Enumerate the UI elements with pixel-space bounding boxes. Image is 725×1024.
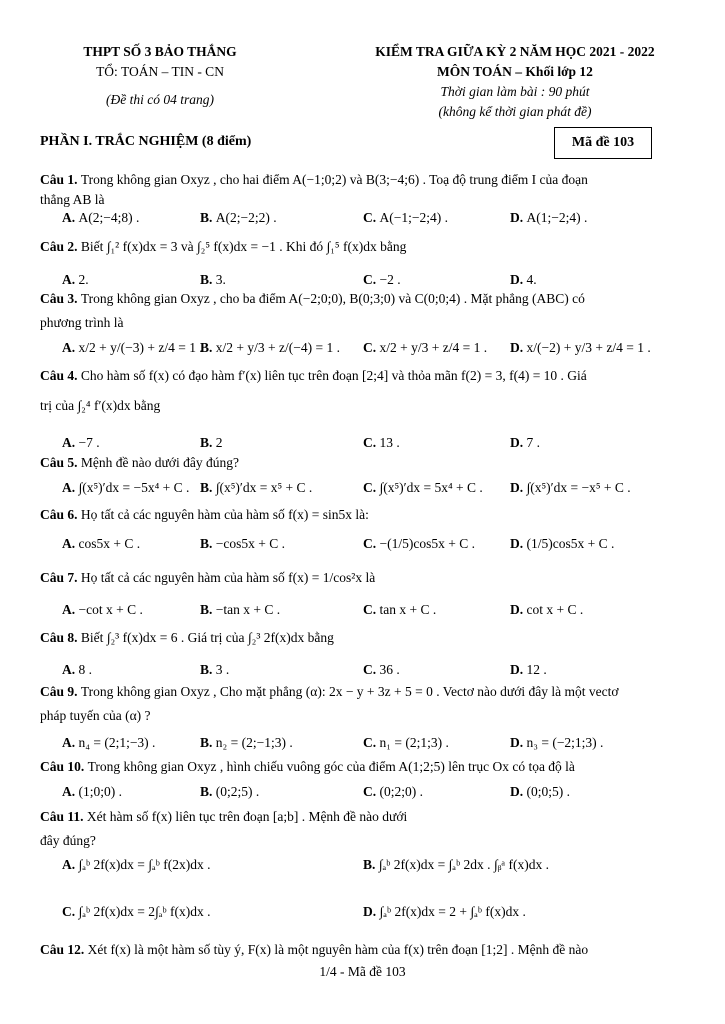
option-letter: A. (62, 435, 79, 450)
option-d (510, 600, 583, 620)
option-text: ∫(x⁵)′dx = −x⁵ + C . (526, 480, 631, 495)
question-7 (40, 568, 685, 588)
option-letter: C. (363, 662, 380, 677)
option-letter: D. (510, 272, 527, 287)
option-text: 3. (215, 272, 226, 287)
option-letter: D. (510, 602, 527, 617)
option-d (510, 478, 631, 498)
option-text: ∫ₐᵇ 2f(x)dx = 2∫ₐᵇ f(x)dx . (78, 904, 211, 919)
option-a (62, 208, 139, 228)
question-text: Cho hàm số f(x) có đạo hàm f′(x) liên tục trên đoạn [2;4] và thỏa mãn f(2) = 3, f(4) = 10 . Giá (80, 368, 587, 383)
option-d (510, 782, 570, 802)
option-letter: A. (62, 340, 79, 355)
option-c (363, 782, 423, 802)
option-letter: A. (62, 784, 79, 799)
option-b (200, 270, 226, 290)
question-text-continued: phương trình là (40, 315, 124, 330)
option-letter: D. (510, 536, 527, 551)
question-10 (40, 757, 685, 777)
option-letter: B. (200, 735, 216, 750)
question-3 (40, 289, 685, 333)
option-letter: D. (510, 735, 527, 750)
question-number: Câu 12. (40, 942, 88, 957)
option-text: −cot x + C . (78, 602, 143, 617)
question-text-continued: pháp tuyến của (α) ? (40, 708, 151, 723)
option-c (363, 270, 401, 290)
option-c (363, 338, 487, 358)
option-d (363, 902, 526, 922)
option-letter: A. (62, 857, 79, 872)
option-text: −cos5x + C . (215, 536, 285, 551)
option-letter: A. (62, 272, 79, 287)
option-text: n₂ = (2;−1;3) . (215, 735, 293, 750)
header-right (330, 42, 700, 122)
option-text: ∫ₐᵇ 2f(x)dx = ∫ₐᵇ 2dx . ∫ᵦᵃ f(x)dx . (378, 857, 549, 872)
option-letter: A. (62, 602, 79, 617)
option-c (363, 733, 449, 753)
exam-title: KIỂM TRA GIỮA KỲ 2 NĂM HỌC 2021 - 2022 (375, 44, 655, 59)
option-text: (1;0;0) . (78, 784, 122, 799)
option-b (200, 208, 277, 228)
option-text: A(2;−4;8) . (78, 210, 140, 225)
option-text: 3 . (215, 662, 230, 677)
question-2 (40, 237, 685, 257)
option-b (200, 478, 312, 498)
option-c (363, 433, 400, 453)
department: TỔ: TOÁN – TIN - CN (96, 64, 224, 79)
option-text: tan x + C . (379, 602, 437, 617)
question-8 (40, 628, 685, 648)
question-number: Câu 2. (40, 239, 81, 254)
question-text: Họ tất cả các nguyên hàm của hàm số f(x) = sin5x là: (80, 507, 369, 522)
option-letter: D. (363, 904, 380, 919)
question-4 (40, 366, 685, 416)
question-9 (40, 682, 685, 726)
exam-code: Mã đề 103 (554, 127, 652, 159)
option-letter: A. (62, 662, 79, 677)
option-text: cos5x + C . (78, 536, 141, 551)
option-letter: A. (62, 210, 79, 225)
option-text: −(1/5)cos5x + C . (379, 536, 475, 551)
option-letter: C. (363, 435, 380, 450)
option-letter: A. (62, 735, 79, 750)
option-d (510, 208, 587, 228)
option-letter: B. (200, 536, 216, 551)
duration-note: (không kể thời gian phát đề) (438, 104, 592, 119)
option-a (62, 478, 189, 498)
option-text: (1/5)cos5x + C . (526, 536, 615, 551)
duration: Thời gian làm bài : 90 phút (440, 84, 590, 99)
option-letter: D. (510, 435, 527, 450)
option-a (62, 270, 89, 290)
option-b (200, 433, 223, 453)
question-text: Biết ∫₂³ f(x)dx = 6 . Giá trị của ∫₂³ 2f(x)dx bằng (80, 630, 334, 645)
option-letter: D. (510, 662, 527, 677)
subject: MÔN TOÁN – Khối lớp 12 (437, 64, 593, 79)
option-text: −tan x + C . (215, 602, 281, 617)
option-d (510, 270, 537, 290)
option-text: ∫(x⁵)′dx = 5x⁴ + C . (379, 480, 483, 495)
option-letter: B. (200, 435, 216, 450)
question-6 (40, 505, 685, 525)
option-text: ∫(x⁵)′dx = −5x⁴ + C . (78, 480, 190, 495)
option-letter: A. (62, 480, 79, 495)
option-text: ∫ₐᵇ 2f(x)dx = 2 + ∫ₐᵇ f(x)dx . (379, 904, 526, 919)
question-text: Mệnh đề nào dưới đây đúng? (80, 455, 239, 470)
option-letter: C. (363, 735, 380, 750)
option-letter: B. (200, 602, 216, 617)
question-number: Câu 11. (40, 809, 87, 824)
option-text: 7 . (526, 435, 540, 450)
option-letter: C. (363, 536, 380, 551)
option-letter: B. (200, 662, 216, 677)
question-11 (40, 807, 685, 851)
option-b (200, 660, 229, 680)
option-text: A(−1;−2;4) . (379, 210, 448, 225)
option-letter: D. (510, 480, 527, 495)
question-text: Trong không gian Oxyz , cho hai điểm A(−1;0;2) và B(3;−4;6) . Toạ độ trung điểm I của đoạn (80, 172, 588, 187)
question-number: Câu 8. (40, 630, 81, 645)
question-number: Câu 4. (40, 368, 81, 383)
option-text: A(1;−2;4) . (526, 210, 588, 225)
option-c (62, 902, 210, 922)
option-d (510, 534, 614, 554)
option-text: cot x + C . (526, 602, 584, 617)
option-letter: C. (62, 904, 79, 919)
question-number: Câu 9. (40, 684, 81, 699)
option-letter: B. (363, 857, 379, 872)
option-c (363, 600, 436, 620)
question-text: Họ tất cả các nguyên hàm của hàm số f(x) = 1/cos²x là (80, 570, 376, 585)
question-number: Câu 3. (40, 291, 81, 306)
section-title: PHẦN I. TRẮC NGHIỆM (8 điểm) (40, 134, 252, 149)
option-a (62, 600, 143, 620)
option-text: 36 . (379, 662, 400, 677)
question-text: Xét hàm số f(x) liên tục trên đoạn [a;b] . Mệnh đề nào dưới (86, 809, 408, 824)
question-text: Xét f(x) là một hàm số tùy ý, F(x) là một nguyên hàm của f(x) trên đoạn [1;2] . Mệnh đề nào (87, 942, 589, 957)
option-a (62, 534, 140, 554)
option-text: ∫(x⁵)′dx = x⁵ + C . (215, 480, 313, 495)
option-b (200, 733, 293, 753)
option-text: −7 . (78, 435, 100, 450)
option-text: (0;2;0) . (379, 784, 423, 799)
option-c (363, 534, 475, 554)
option-d (510, 433, 540, 453)
question-text-continued: thẳng AB là (40, 192, 105, 207)
option-text: 8 . (78, 662, 92, 677)
option-letter: B. (200, 210, 216, 225)
question-text-continued: trị của ∫₂⁴ f′(x)dx bằng (40, 398, 161, 413)
option-text: x/(−2) + y/3 + z/4 = 1 . (526, 340, 651, 355)
option-text: −2 . (379, 272, 401, 287)
option-text: 2. (78, 272, 89, 287)
option-letter: A. (62, 536, 79, 551)
option-text: 4. (526, 272, 537, 287)
question-5 (40, 453, 685, 473)
option-letter: C. (363, 784, 380, 799)
option-letter: D. (510, 340, 527, 355)
question-text: Biết ∫₁² f(x)dx = 3 và ∫₂⁵ f(x)dx = −1 . Khi đó ∫₁⁵ f(x)dx bằng (80, 239, 407, 254)
pages-note: (Đề thi có 04 trang) (106, 92, 214, 107)
option-a (62, 782, 122, 802)
page-footer: 1/4 - Mã đề 103 (319, 964, 406, 979)
option-letter: B. (200, 480, 216, 495)
option-letter: C. (363, 340, 380, 355)
option-letter: C. (363, 210, 380, 225)
option-c (363, 660, 400, 680)
question-number: Câu 7. (40, 570, 81, 585)
option-a (62, 733, 155, 753)
option-letter: B. (200, 784, 216, 799)
option-text: 13 . (379, 435, 400, 450)
option-a (62, 433, 100, 453)
option-b (200, 338, 340, 358)
question-1 (40, 170, 685, 210)
option-text: A(2;−2;2) . (215, 210, 277, 225)
question-number: Câu 1. (40, 172, 81, 187)
option-text: (0;0;5) . (526, 784, 570, 799)
question-12 (40, 940, 685, 960)
option-letter: C. (363, 272, 380, 287)
option-letter: C. (363, 602, 380, 617)
option-d (510, 660, 547, 680)
option-a (62, 338, 203, 358)
option-letter: B. (200, 340, 216, 355)
option-a (62, 660, 92, 680)
option-text: ∫ₐᵇ 2f(x)dx = ∫ₐᵇ f(2x)dx . (78, 857, 211, 872)
question-text: Trong không gian Oxyz , Cho mặt phẳng (α): 2x − y + 3z + 5 = 0 . Vectơ nào dưới đây là một vectơ (80, 684, 619, 699)
question-text: Trong không gian Oxyz , hình chiếu vuông góc của điểm A(1;2;5) lên trục Ox có tọa độ là (87, 759, 575, 774)
question-number: Câu 5. (40, 455, 81, 470)
option-text: n₁ = (2;1;3) . (379, 735, 449, 750)
question-text-continued: đây đúng? (40, 833, 96, 848)
option-b (200, 782, 259, 802)
option-text: (0;2;5) . (215, 784, 260, 799)
option-b (363, 855, 549, 875)
option-b (200, 534, 285, 554)
option-letter: C. (363, 480, 380, 495)
option-a (62, 855, 210, 875)
option-letter: D. (510, 784, 527, 799)
option-text: 2 (215, 435, 223, 450)
option-text: n₄ = (2;1;−3) . (78, 735, 156, 750)
option-d (510, 338, 651, 358)
option-b (200, 600, 280, 620)
header-left (40, 42, 280, 110)
question-text: Trong không gian Oxyz , cho ba điểm A(−2;0;0), B(0;3;0) và C(0;0;4) . Mặt phẳng (ABC) có (80, 291, 585, 306)
option-text: 12 . (526, 662, 547, 677)
school-name: THPT SỐ 3 BẢO THẮNG (83, 44, 237, 59)
option-text: x/2 + y/3 + z/(−4) = 1 . (215, 340, 340, 355)
question-number: Câu 6. (40, 507, 81, 522)
option-text: x/2 + y/3 + z/4 = 1 . (379, 340, 488, 355)
question-number: Câu 10. (40, 759, 88, 774)
option-letter: B. (200, 272, 216, 287)
option-c (363, 478, 483, 498)
option-text: n₃ = (−2;1;3) . (526, 735, 604, 750)
option-text: x/2 + y/(−3) + z/4 = 1 . (78, 340, 203, 355)
option-d (510, 733, 603, 753)
option-c (363, 208, 448, 228)
option-letter: D. (510, 210, 527, 225)
